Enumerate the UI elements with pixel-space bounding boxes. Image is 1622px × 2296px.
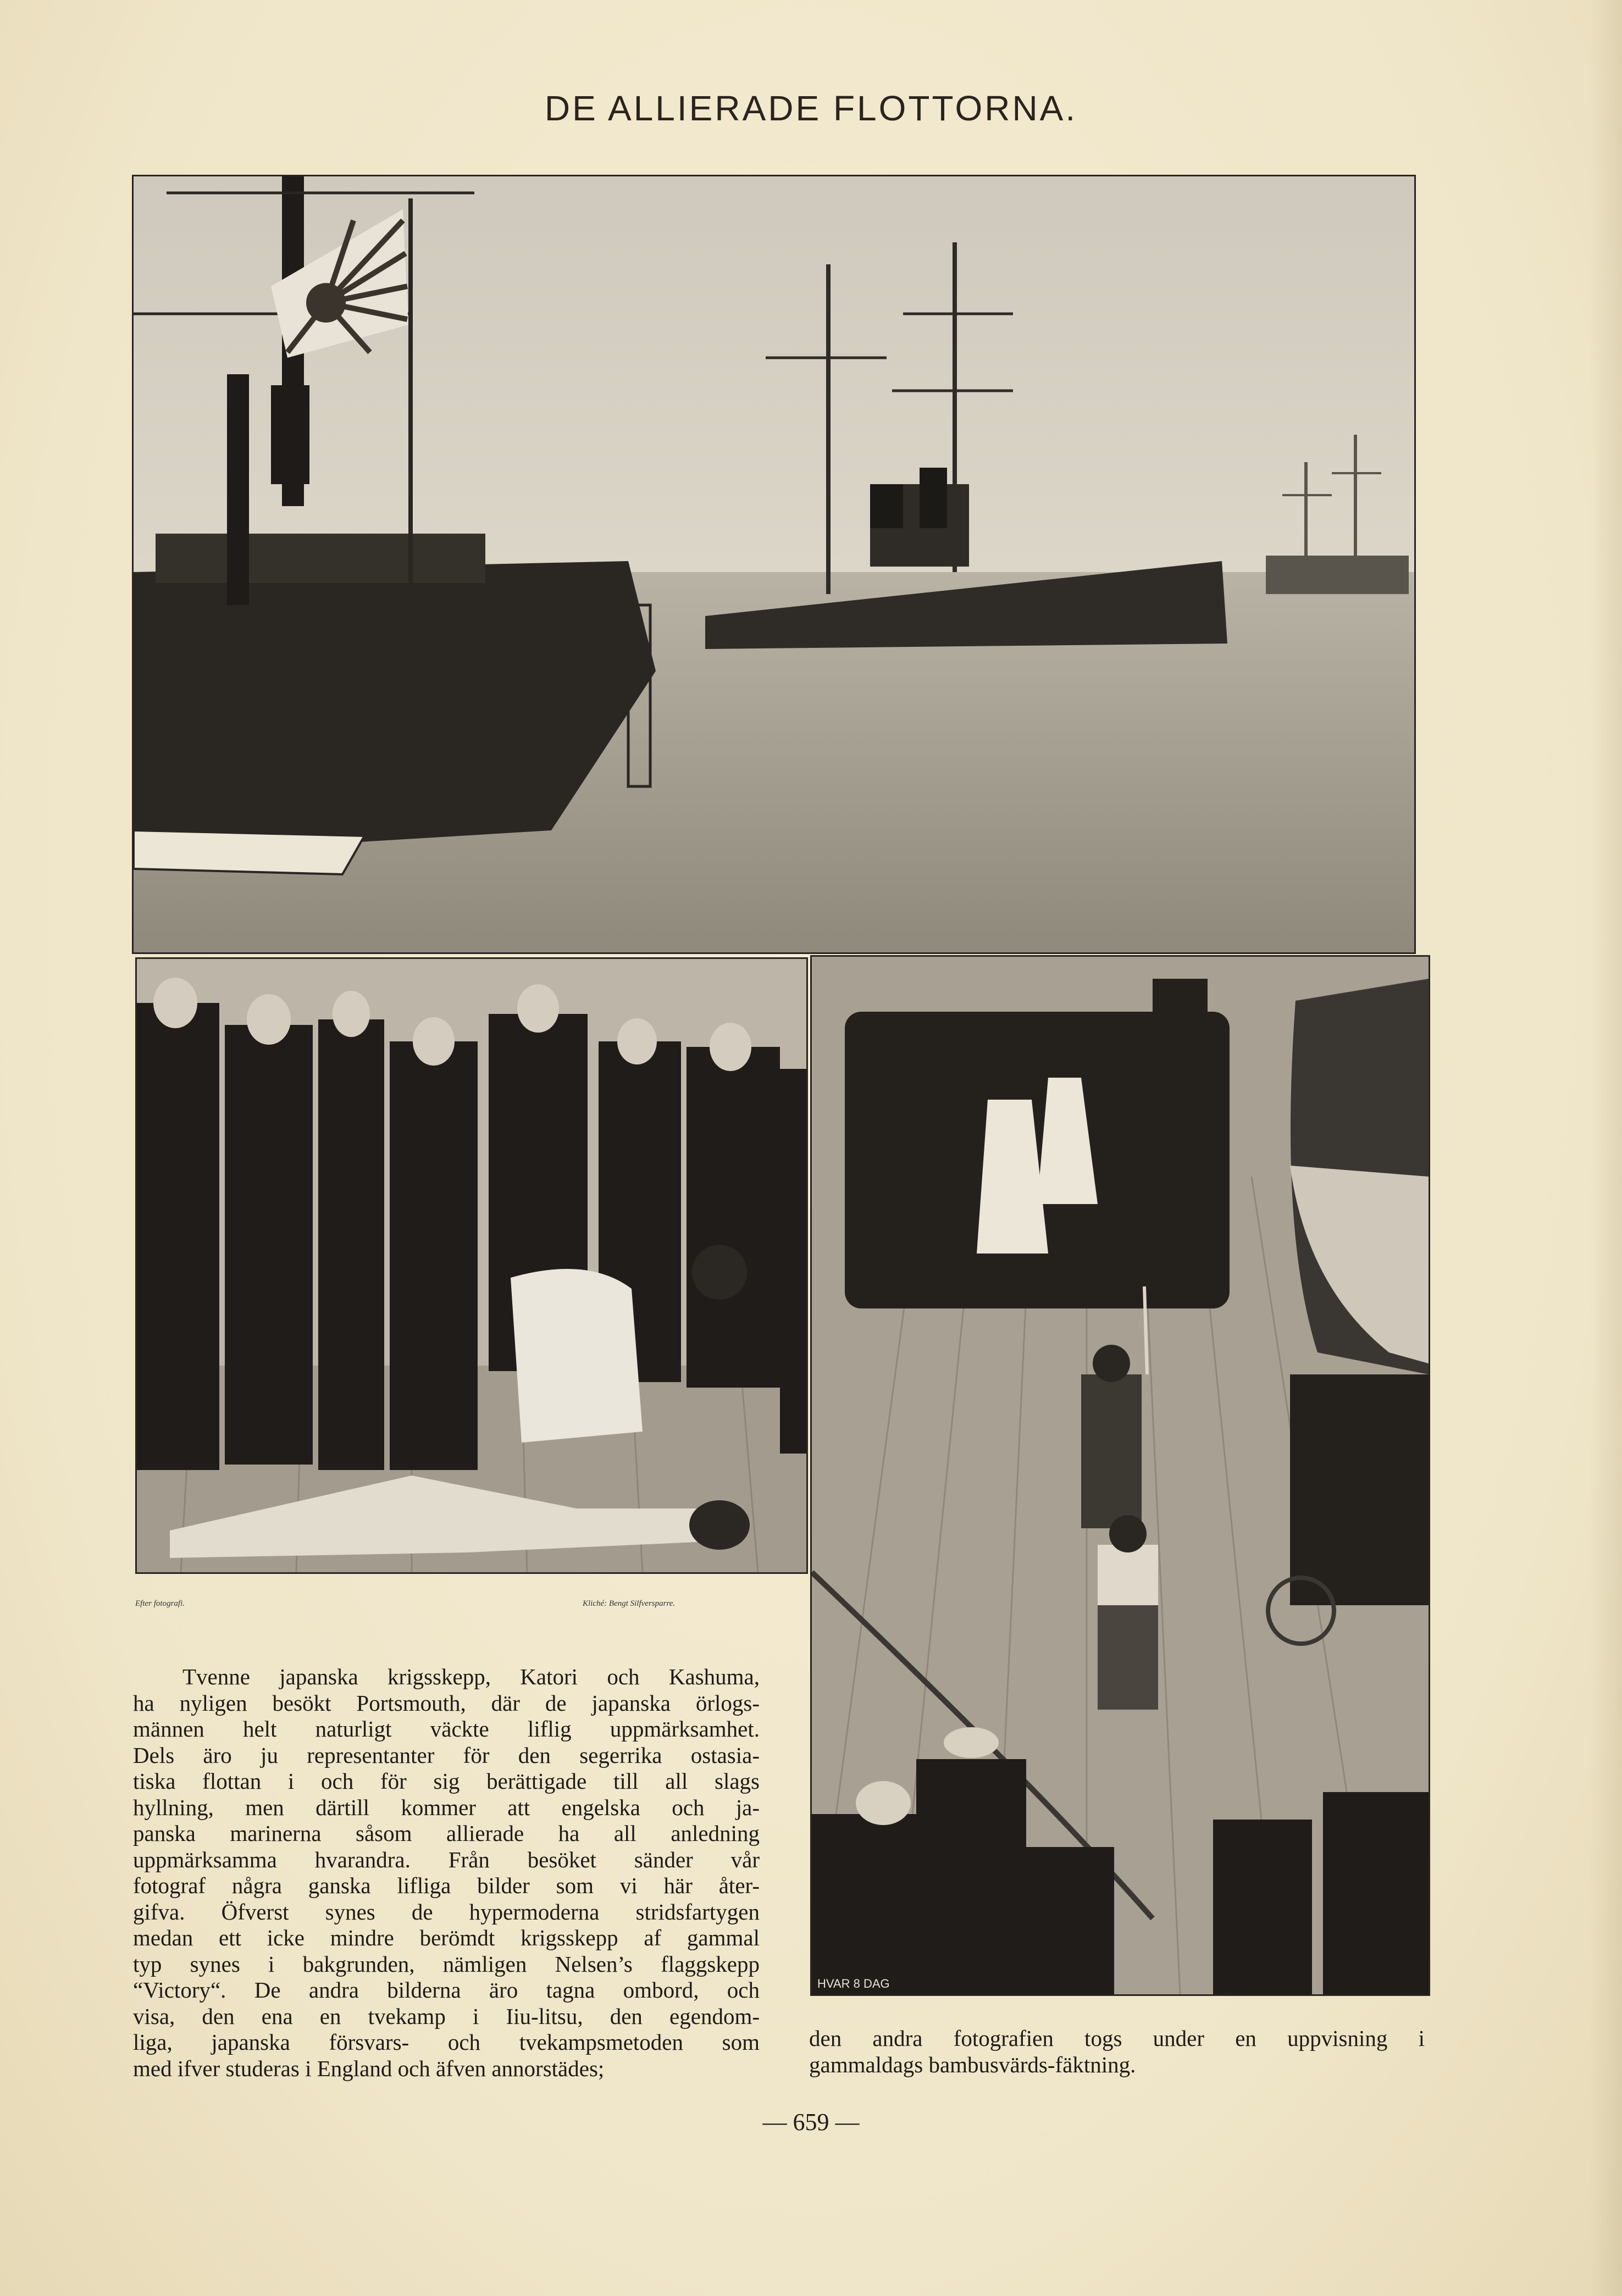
caption-text	[809, 2026, 1425, 2078]
article-line: uppmärksamma hvarandra. Från besöket sänder vår	[133, 1846, 760, 1872]
photo-watermark: HVAR 8 DAG	[817, 1977, 890, 1990]
article-line: gifva. Öfverst synes de hypermoderna stridsfartygen	[133, 1899, 760, 1925]
article-line: medan ett icke mindre berömdt krigsskepp af gammal	[133, 1925, 760, 1950]
article-line: “Victory“. De andra bilderna äro tagna ombord, och	[133, 1977, 760, 2003]
article-line: panska marinerna såsom allierade ha all anledning	[133, 1821, 760, 1846]
photo-credit-left: Efter fotografi.	[135, 1599, 185, 1608]
article-line: männen helt naturligt väckte liflig uppmärksamhet.	[133, 1716, 760, 1742]
article-line: fotograf några ganska lifliga bilder som vi här åter-	[133, 1873, 760, 1898]
article-line: Dels äro ju representanter för den segerrika ostasia-	[133, 1742, 760, 1768]
photo-warships	[132, 175, 1416, 954]
article-line: visa, den ena en tvekamp i Iiu-litsu, den egendom-	[133, 2003, 760, 2029]
jiujitsu-illustration	[137, 959, 806, 1572]
page-edge-shading	[1589, 0, 1622, 2296]
crowd-top	[845, 979, 1230, 1308]
article-line: ha nyligen besökt Portsmouth, där de japanska örlogs-	[133, 1690, 760, 1716]
page-title: DE ALLIERADE FLOTTORNA.	[544, 88, 1078, 128]
article-text	[133, 1664, 760, 2082]
photo-credit-right: Kliché: Bengt Silfversparre.	[583, 1599, 676, 1608]
photo-deck-fencing	[810, 955, 1430, 1996]
caption-line: gammaldags bambusvärds-fäktning.	[809, 2051, 1136, 2077]
photo-jiujitsu	[135, 957, 808, 1574]
caption-line: den andra fotografien togs under en uppvisning i	[809, 2026, 1425, 2051]
article-line: Tvenne japanska krigsskepp, Katori och Kashuma,	[182, 1664, 760, 1689]
deck-fencing-illustration	[812, 957, 1429, 1994]
article-line: tiska flottan i och för sig berättigade till all slags	[133, 1768, 760, 1794]
warships-illustration	[134, 176, 1414, 952]
article-line: med ifver studeras i England och äfven annorstädes;	[133, 2055, 605, 2081]
page-number: — 659 —	[762, 2109, 860, 2136]
article-line: liga, japanska försvars- och tvekampsmetoden som	[133, 2029, 760, 2055]
article-line: typ synes i bakgrunden, nämligen Nelsen’s flaggskepp	[133, 1951, 760, 1977]
article-line: hyllning, men därtill kommer att engelska och ja-	[133, 1794, 760, 1820]
